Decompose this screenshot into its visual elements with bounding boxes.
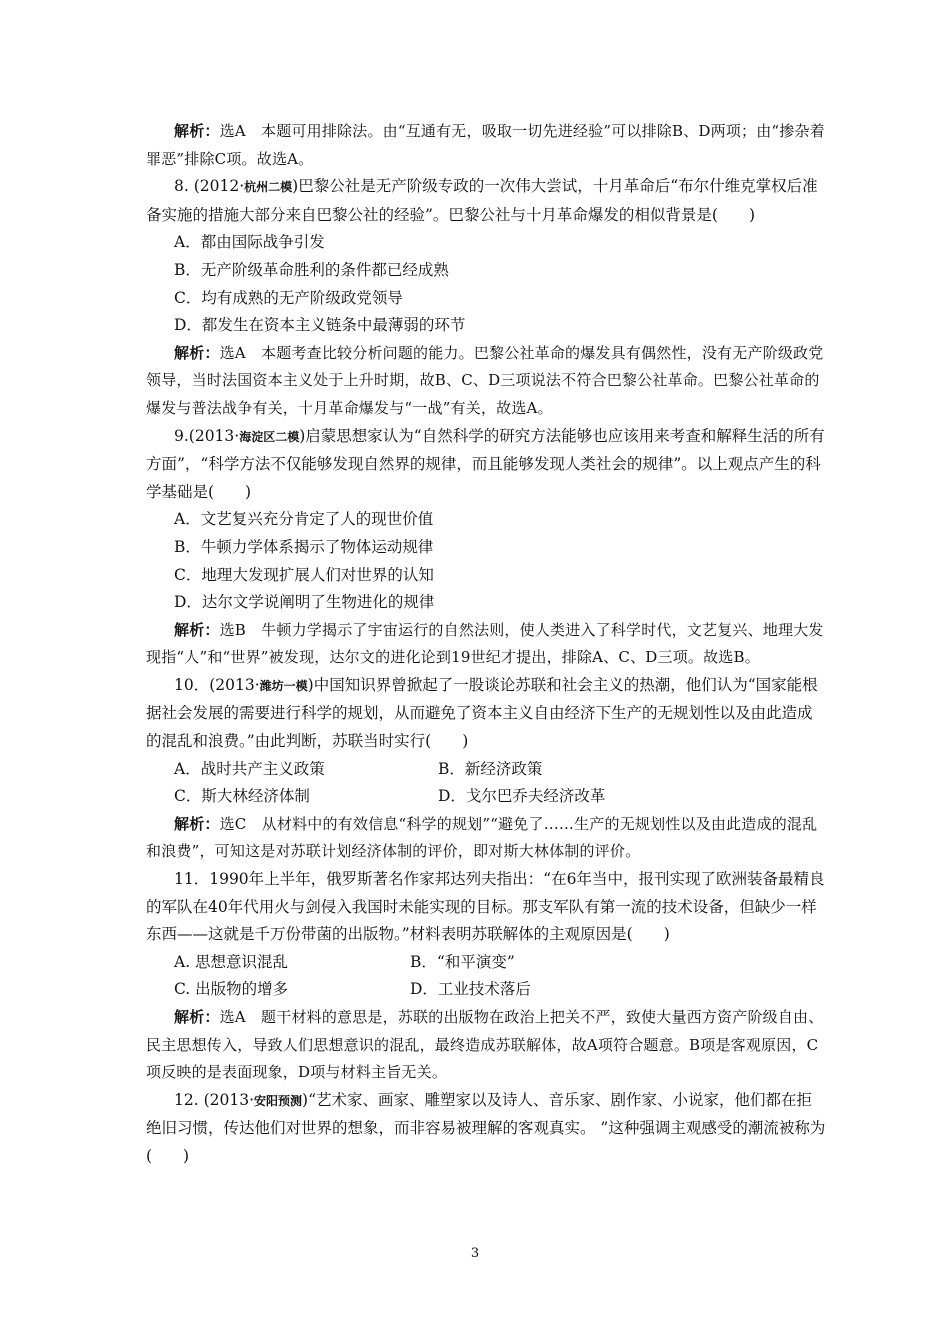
q10-stem [146, 672, 826, 756]
analysis-label: 解析： [174, 1008, 220, 1026]
q11-stem: 11．1990年上半年，俄罗斯著名作家邦达列夫指出：“在6年当中，报刊实现了欧洲装备最精良的军队在40年代用火与剑侵入我国时未能实现的目标。那支军队有第一流的技术设备，但缺少一样东西——这就是千万份带菌的出版物。”材料表明苏联解体的主观原因是( ) [146, 870, 825, 944]
q8-option-b: B．无产阶级革命胜利的条件都已经成熟 [174, 260, 449, 279]
q8-option-a: A．都由国际战争引发 [174, 233, 325, 252]
q8-option-d: D．都发生在资本主义链条中最薄弱的环节 [174, 316, 466, 335]
question-source: 潍坊一模 [259, 678, 308, 693]
q11-option-c: C. 出版物的增多 [174, 980, 289, 999]
q9-option-c: C．地理大发现扩展人们对世界的认知 [174, 565, 434, 584]
q11-options-row-1 [146, 949, 826, 977]
question-source: 杭州二模 [244, 180, 293, 195]
q9-option-d: D．达尔文学说阐明了生物进化的规律 [174, 593, 435, 612]
q9-option-a: A．文艺复兴充分肯定了人的现世价值 [174, 510, 434, 529]
q10-option-a: A．战时共产主义政策 [174, 759, 325, 778]
question-text: )“艺术家、画家、雕塑家以及诗人、音乐家、剧作家、小说家，他们都在拒绝旧习惯，传达他们对世界的想象，而非容易被理解的客观真实。 ”这种强调主观感受的潮流被称为( ) [146, 1090, 826, 1165]
q10-options-row-2 [146, 783, 826, 811]
q8-stem [146, 173, 826, 229]
q11-analysis [146, 1004, 826, 1087]
page-number: 3 [470, 1246, 480, 1261]
question-source: 安阳预测 [254, 1093, 303, 1108]
q9-analysis [146, 617, 826, 672]
analysis-label: 解析： [174, 122, 220, 140]
analysis-text: 选C 从材料中的有效信息“科学的规划”“避免了……生产的无规划性以及由此造成的混乱和浪费”，可知这是对苏联计划经济体制的评价，即对斯大林体制的评价。 [146, 814, 818, 861]
question-number: 9.(2013· [174, 426, 240, 445]
question-text: )巴黎公社是无产阶级专政的一次伟大尝试，十月革命后“布尔什维克掌权后准备实施的措施大部分来自巴黎公社的经验”。巴黎公社与十月革命爆发的相似背景是( ) [146, 177, 818, 224]
question-source: 海淀区二模 [239, 429, 300, 444]
q8-analysis [146, 340, 826, 423]
question-number: 10．(2013· [174, 675, 260, 694]
analysis-label: 解析： [174, 620, 220, 639]
q8-option-c: C．均有成熟的无产阶级政党领导 [174, 288, 403, 307]
q10-options-row-1 [146, 756, 826, 784]
q10-option-b: B．新经济政策 [438, 759, 543, 778]
analysis-text: 选B 牛顿力学揭示了宇宙运行的自然法则，使人类进入了科学时代，文艺复兴、地理大发现指“人”和“世界”被发现，达尔文的进化论到19世纪才提出，排除A、C、D三项。故选B。 [146, 620, 824, 667]
question-text: )中国知识界曾掀起了一股谈论苏联和社会主义的热潮，他们认为“国家能根据社会发展的需要进行科学的规划，从而避免了资本主义自由经济下生产的无规划性以及由此造成的混乱和浪费。”由此判断，苏联当时实行( ) [146, 675, 818, 751]
q10-option-c: C．斯大林经济体制 [174, 787, 310, 806]
q11-options-row-2 [146, 976, 826, 1004]
q11-option-d: D．工业技术落后 [410, 980, 531, 999]
q10-option-d: D．戈尔巴乔夫经济改革 [438, 787, 606, 806]
q9-stem [146, 423, 826, 507]
q7-analysis [146, 118, 826, 173]
analysis-text: 选A 本题考查比较分析问题的能力。巴黎公社革命的爆发具有偶然性，没有无产阶级政党领导，当时法国资本主义处于上升时期，故B、C、D三项说法不符合巴黎公社革命。巴黎公社革命的爆发与普法战争有关，十月革命爆发与“一战”有关，故选A。 [146, 343, 824, 417]
analysis-label: 解析： [174, 814, 220, 833]
question-number: 12. (2013· [174, 1090, 254, 1109]
q9-option-b: B．牛顿力学体系揭示了物体运动规律 [174, 537, 434, 556]
question-text: )启蒙思想家认为“自然科学的研究方法能够也应该用来考查和解释生活的所有方面”，“科学方法不仅能够发现自然界的规律，而且能够发现人类社会的规律”。以上观点产生的科学基础是( ) [146, 426, 825, 501]
page-content [146, 118, 826, 1171]
q11-option-a: A. 思想意识混乱 [174, 952, 289, 971]
analysis-text: 选A 题干材料的意思是，苏联的出版物在政治上把关不严，致使大量西方资产阶级自由、民主思想传入，导致人们思想意识的混乱，最终造成苏联解体，故A项符合题意。B项是客观原因，C项反映的是表面现象，D项与材料主旨无关。 [146, 1008, 824, 1082]
question-number: 8. (2012· [174, 177, 245, 196]
analysis-text: 选A 本题可用排除法。由“互通有无，吸取一切先进经验”可以排除B、D两项；由“掺杂着罪恶”排除C项。故选A。 [146, 122, 825, 168]
q11-option-b: B．“和平演变” [410, 952, 515, 971]
analysis-label: 解析： [174, 343, 220, 362]
q10-analysis [146, 811, 826, 866]
q12-stem [146, 1087, 826, 1171]
